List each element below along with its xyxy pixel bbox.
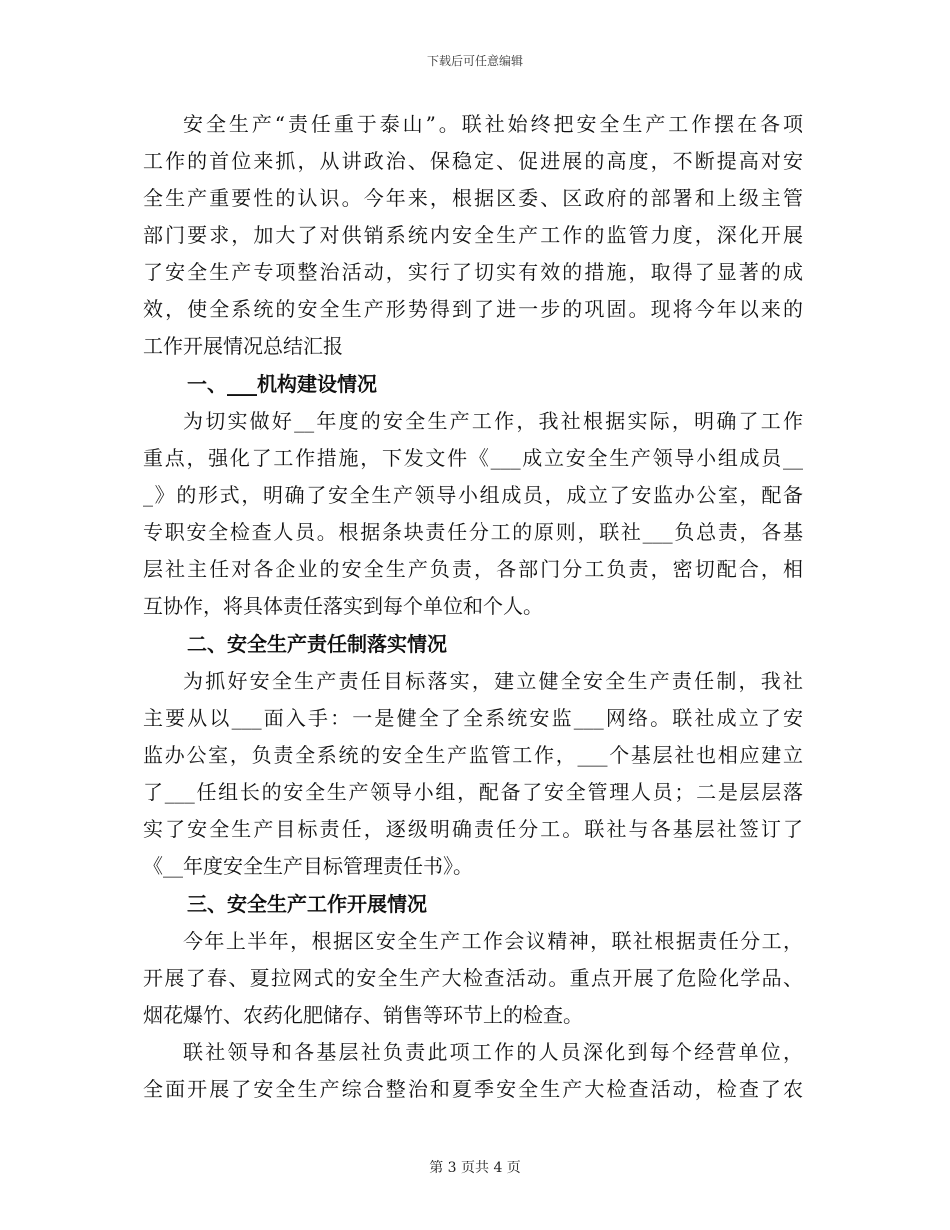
section-heading-3: 三、安全生产工作开展情况 [187, 892, 427, 916]
text-line: 专职安全检查人员。根据条块责任分工的原则，联社___负总责，各基 [143, 520, 803, 544]
text-line: 实了安全生产目标责任，逐级明确责任分工。联社与各基层社签订了 [143, 817, 803, 841]
text-line: 监办公室，负责全系统的安全生产监管工作，___个基层社也相应建立 [143, 743, 803, 767]
text-line: 全生产重要性的认识。今年来，根据区委、区政府的部署和上级主管 [143, 186, 803, 210]
text-line: 了安全生产专项整治活动，实行了切实有效的措施，取得了显著的成 [143, 260, 803, 284]
paragraph-section-3 [143, 923, 803, 1034]
text-line: 互协作，将具体责任落实到每个单位和个人。 [143, 594, 543, 618]
text-line: 《__年度安全生产目标管理责任书》。 [143, 854, 473, 878]
section-heading-2: 二、安全生产责任制落实情况 [187, 632, 447, 656]
text-line: 工作开展情况总结汇报 [143, 334, 343, 358]
section-heading-1: 一、___机构建设情况 [187, 372, 377, 396]
text-line: 为切实做好__年度的安全生产工作，我社根据实际，明确了工作 [183, 409, 803, 433]
text-line: 烟花爆竹、农药化肥储存、销售等环节上的检查。 [143, 1003, 583, 1027]
paragraph-intro [143, 106, 803, 365]
text-line: 部门要求，加大了对供销系统内安全生产工作的监管力度，深化开展 [143, 223, 803, 247]
text-line: 重点，强化了工作措施，下发文件《___成立安全生产领导小组成员__ [143, 446, 803, 470]
text-line: 全面开展了安全生产综合整治和夏季安全生产大检查活动，检查了农 [143, 1077, 803, 1101]
text-line: 层社主任对各企业的安全生产负责，各部门分工负责，密切配合，相 [143, 557, 803, 581]
text-line: 今年上半年，根据区安全生产工作会议精神，联社根据责任分工， [183, 929, 803, 953]
paragraph-section-1 [143, 403, 803, 625]
paragraph-section-2 [143, 663, 803, 885]
document-body [143, 106, 803, 1108]
page-footer: 第 3 页共 4 页 [429, 1160, 521, 1176]
text-line: 安全生产“责任重于泰山”。联社始终把安全生产工作摆在各项 [183, 112, 803, 136]
text-line: 为抓好安全生产责任目标落实，建立健全安全生产责任制，我社 [183, 669, 803, 693]
text-line: 主要从以___面入手：一是健全了全系统安监___网络。联社成立了安 [143, 706, 803, 730]
text-line: 开展了春、夏拉网式的安全生产大检查活动。重点开展了危险化学品、 [143, 966, 803, 990]
text-line: 联社领导和各基层社负责此项工作的人员深化到每个经营单位， [183, 1040, 803, 1064]
text-line: _》的形式，明确了安全生产领导小组成员，成立了安监办公室，配备 [143, 483, 803, 507]
text-line: 效，使全系统的安全生产形势得到了进一步的巩固。现将今年以来的 [143, 297, 803, 321]
text-line: 了___任组长的安全生产领导小组，配备了安全管理人员；二是层层落 [143, 780, 803, 804]
page-header: 下载后可任意编辑 [426, 54, 523, 68]
text-line: 工作的首位来抓，从讲政治、保稳定、促进展的高度，不断提高对安 [143, 149, 803, 173]
paragraph-section-3-cont [143, 1034, 803, 1108]
